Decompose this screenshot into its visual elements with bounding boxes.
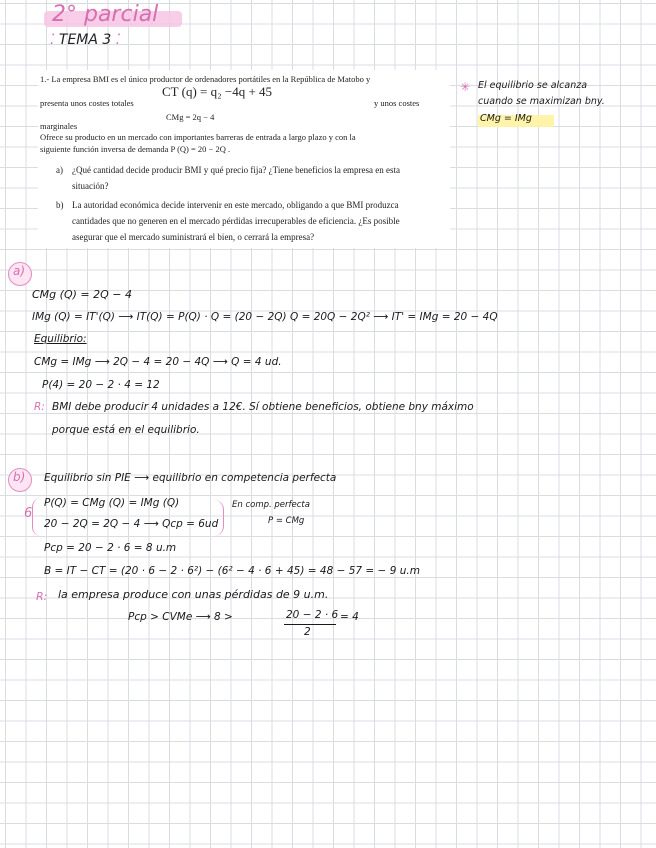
right-brace (213, 500, 224, 536)
part-b-line-2: P(Q) = CMg (Q) = IMg (Q) (44, 497, 180, 509)
part-b-line-5: B = IT − CT = (20 · 6 − 2 · 6²) − (6² − 4 · 6 + 45) = 48 − 57 = − 9 u.m (44, 565, 420, 577)
part-a-line-5: P(4) = 20 − 2 · 4 = 12 (42, 379, 160, 391)
six-note: 6 (24, 506, 33, 521)
part-a-result-2: porque está en el equilibrio. (52, 424, 200, 436)
question-b-line-1: La autoridad económica decide intervenir en este mercado, obligando a que BMI produzca (72, 200, 399, 210)
question-a-line-2: situación? (72, 181, 109, 191)
question-b-label: b) (56, 200, 64, 210)
left-brace (32, 498, 41, 536)
part-a-line-1: CMg (Q) = 2Q − 4 (32, 288, 132, 301)
part-b-side-1: En comp. perfecta (232, 500, 310, 510)
fraction-bar (284, 624, 336, 625)
question-b-line-3: asegurar que el mercado suministrará el bien, o cerrará la empresa? (72, 232, 315, 242)
problem-intro-2: Ofrece su producto en un mercado con importantes barreras de entrada a largo plazo y con la (40, 132, 356, 142)
part-b-result-1: la empresa produce con unas pérdidas de 9 u.m. (58, 588, 329, 601)
question-a-line-1: ¿Qué cantidad decide producir BMI y qué precio fija? ¿Tiene beneficios la empresa en esta (72, 165, 401, 175)
part-a-result-1: BMI debe producir 4 unidades a 12€. Sí obtiene beneficios, obtiene bny máximo (52, 401, 474, 413)
tema-deco-left: ⁚ (50, 32, 59, 48)
problem-intro-1: 1.- La empresa BMI es el único productor de ordenadores portátiles en la República de Matobo y (40, 74, 371, 84)
part-a-line-2: IMg (Q) = IT'(Q) ⟶ IT(Q) = P(Q) · Q = (20 − 2Q) Q = 20Q − 2Q² ⟶ IT' = IMg = 20 − 4Q (32, 311, 498, 323)
part-a-line-3: Equilibrio: (34, 333, 87, 345)
part-b-label: b) (13, 470, 26, 484)
part-b-fraction-numerator: 20 − 2 · 6 (286, 609, 339, 621)
part-b-line-4: Pcp = 20 − 2 · 6 = 8 u.m (44, 542, 177, 554)
side-note-line-1: El equilibrio se alcanza (478, 80, 588, 91)
tema-deco-right: ⁚ (111, 32, 121, 48)
side-note-line-3: CMg = IMg (480, 113, 532, 124)
part-a-r-mark: R: (34, 401, 45, 413)
page-title: 2° parcial (52, 2, 159, 27)
star-icon: ✳ (460, 80, 471, 94)
question-a-label: a) (56, 165, 63, 175)
side-note-line-2: cuando se maximizan bny. (478, 96, 605, 107)
part-b-fraction-equals: = 4 (340, 611, 359, 623)
part-a-label: a) (13, 264, 26, 278)
part-b-line-6: Pcp > CVMe ⟶ 8 > (128, 611, 233, 623)
part-b-fraction-denominator: 2 (304, 626, 311, 638)
part-b-line-3: 20 − 2Q = 2Q − 4 ⟶ Qcp = 6ud (44, 518, 219, 530)
part-b-side-2: P = CMg (268, 516, 305, 526)
tema-text: TEMA 3 (58, 32, 112, 48)
tema-label (50, 32, 120, 48)
costes-totales-label: presenta unos costes totales (40, 98, 134, 108)
part-b-line-1: Equilibrio sin PIE ⟶ equilibrio en competencia perfecta (44, 472, 337, 484)
costes-tail: y unos costes (374, 98, 420, 108)
part-a-line-4: CMg = IMg ⟶ 2Q − 4 = 20 − 4Q ⟶ Q = 4 ud. (34, 356, 282, 368)
part-b-r-mark: R: (36, 590, 48, 603)
question-b-line-2: cantidades que no generen en el mercado pérdidas irrecuperables de eficiencia. ¿Es posible (72, 216, 400, 226)
ct-formula: CT (q) = q₂ −4q + 45 (162, 84, 273, 99)
problem-intro-3: siguiente función inversa de demanda P (Q) = 20 − 2Q . (40, 144, 231, 154)
marginales-label: marginales (40, 121, 78, 131)
cmg-formula: CMg = 2q − 4 (166, 112, 215, 122)
